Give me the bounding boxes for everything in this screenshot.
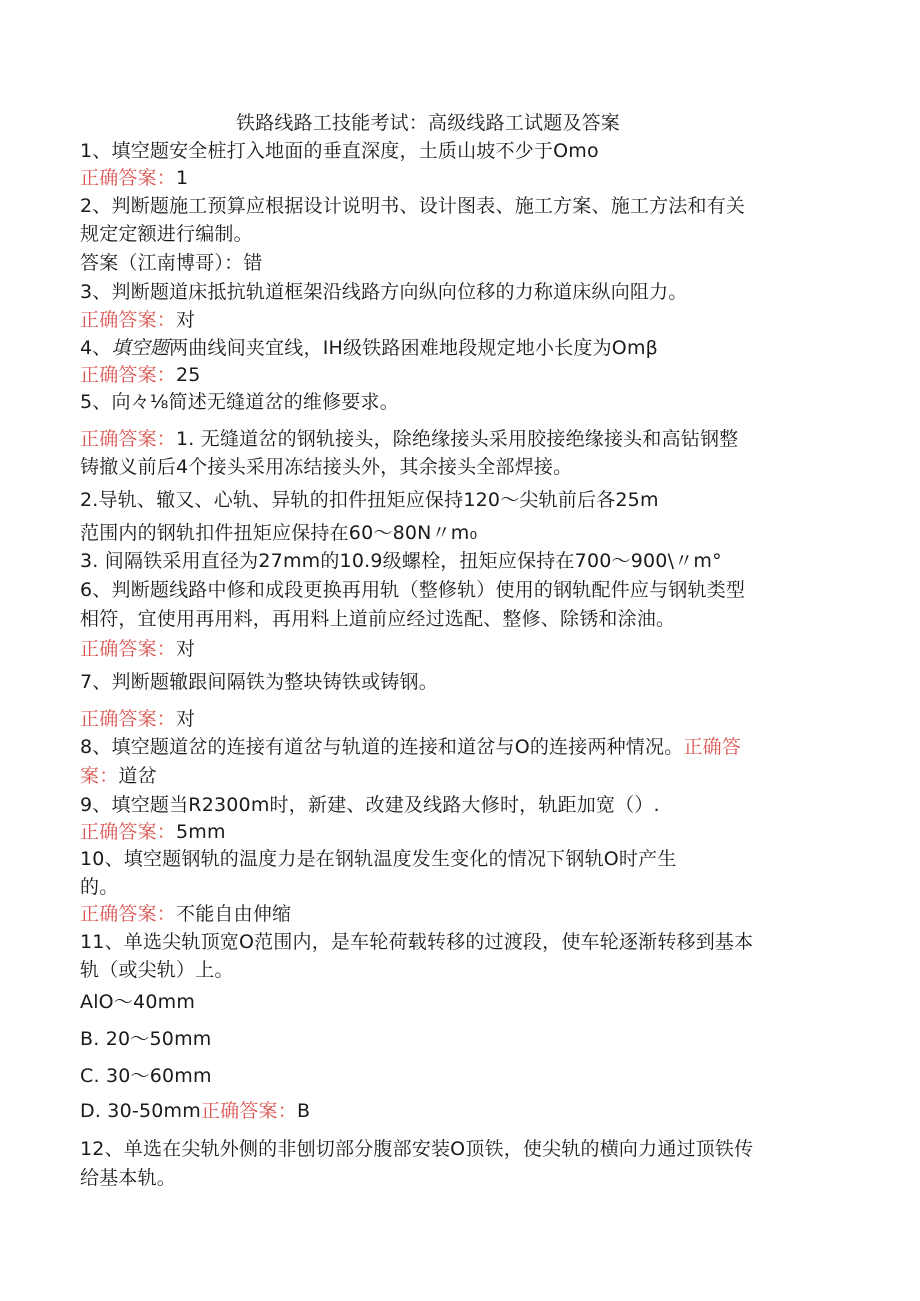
option-c: C. 30～60mm [80, 1065, 212, 1087]
answer-5-line-1 [80, 426, 738, 452]
answer-label: 正确答案： [80, 821, 177, 843]
option-d-with-answer [80, 1098, 310, 1124]
question-2-line-2: 规定定额进行编制。 [80, 223, 253, 245]
question-4 [80, 335, 658, 361]
option-d: D. 30-50mm [80, 1100, 201, 1122]
document-title: 铁路线路工技能考试：高级线路工试题及答案 [236, 112, 621, 134]
question-4-text: 两曲线间夹宜线，IH级铁路困难地段规定地小长度为Omβ [169, 337, 658, 359]
answer-9 [80, 819, 226, 845]
answer-value: 5mm [176, 821, 226, 843]
question-7: 7、判断题辙跟间隔铁为整块铸铁或铸钢。 [80, 671, 438, 693]
answer-5-line-5: 3. 间隔铁采用直径为27mm的10.9级螺栓，扭矩应保持在700～900\〃m° [80, 550, 722, 572]
answer-label: 正确答案： [200, 1100, 297, 1122]
answer-7 [80, 706, 195, 732]
answer-6 [80, 636, 195, 662]
answer-value: 对 [176, 708, 196, 730]
answer-label: 正确答案： [80, 309, 177, 331]
answer-label-part-2: 案： [80, 765, 119, 787]
answer-value: 对 [176, 309, 196, 331]
question-10-line-2: 的。 [80, 876, 119, 898]
question-1: 1、填空题安全桩打入地面的垂直深度，土质山坡不少于Omo [80, 140, 599, 162]
answer-5-line-3: 2.导轨、辙又、心轨、异轨的扣件扭矩应保持120～尖轨前后各25m [80, 489, 659, 511]
answer-1 [80, 165, 188, 191]
question-10-line-1: 10、填空题钢轨的温度力是在钢轨温度发生变化的情况下钢轨O时产生 [80, 848, 677, 870]
option-b: B. 20～50mm [80, 1028, 212, 1050]
question-11-line-2: 轨（或尖轨）上。 [80, 959, 234, 981]
question-6-line-1: 6、判断题线路中修和成段更换再用轨（整修轨）使用的钢轨配件应与钢轨类型 [80, 579, 746, 601]
question-8-line-1 [80, 734, 741, 760]
answer-2: 答案（江南博哥）：错 [80, 252, 263, 274]
question-9: 9、填空题当R2300m时，新建、改建及线路大修时，轨距加宽（）. [80, 794, 660, 816]
question-12-line-1: 12、单选在尖轨外侧的非刨切部分腹部安装O顶铁，使尖轨的横向力通过顶铁传 [80, 1138, 754, 1160]
answer-label: 正确答案： [80, 903, 177, 925]
answer-8 [80, 763, 157, 789]
answer-value: 25 [176, 364, 201, 386]
answer-5-line-4: 范围内的钢轨扣件扭矩应保持在60～80N〃m₀ [80, 522, 478, 544]
answer-4 [80, 362, 201, 388]
question-3: 3、判断题道床抵抗轨道框架沿线路方向纵向位移的力称道床纵向阻力。 [80, 281, 688, 303]
answer-label: 正确答案： [80, 708, 177, 730]
answer-label: 正确答案： [80, 638, 177, 660]
question-6-line-2: 相符，宜使用再用料，再用料上道前应经过选配、整修、除锈和涂油。 [80, 608, 676, 630]
answer-value: 不能自由伸缩 [176, 903, 292, 925]
answer-value: 道岔 [118, 765, 157, 787]
answer-label: 正确答案： [80, 364, 177, 386]
answer-value: 1. 无缝道岔的钢轨接头，除绝缘接头采用胶接绝缘接头和高钻钢整 [176, 428, 739, 450]
answer-label: 正确答案： [80, 167, 177, 189]
answer-value: 1 [176, 167, 189, 189]
answer-value: 对 [176, 638, 196, 660]
question-5: 5、向々⅛简述无缝道岔的维修要求。 [80, 391, 399, 413]
question-4-number: 4、 [80, 337, 112, 359]
answer-3 [80, 307, 195, 333]
option-a: AlO～40mm [80, 991, 196, 1013]
answer-5-line-2: 铸撤义前后4个接头采用冻结接头外，其余接头全部焊接。 [80, 456, 573, 478]
question-12-line-2: 给基本轨。 [80, 1167, 177, 1189]
question-11-line-1: 11、单选尖轨顶宽O范围内，是车轮荷载转移的过渡段，使车轮逐渐转移到基本 [80, 931, 754, 953]
answer-value: B [296, 1100, 311, 1122]
question-2-line-1: 2、判断题施工预算应根据设计说明书、设计图表、施工方案、施工方法和有关 [80, 195, 746, 217]
answer-label: 正确答案： [80, 428, 177, 450]
question-8-text: 8、填空题道岔的连接有道岔与轨道的连接和道岔与O的连接两种情况。 [80, 736, 684, 758]
answer-label-part-1: 正确答 [683, 736, 742, 758]
answer-10 [80, 901, 291, 927]
question-4-type: 填空题 [111, 337, 170, 359]
